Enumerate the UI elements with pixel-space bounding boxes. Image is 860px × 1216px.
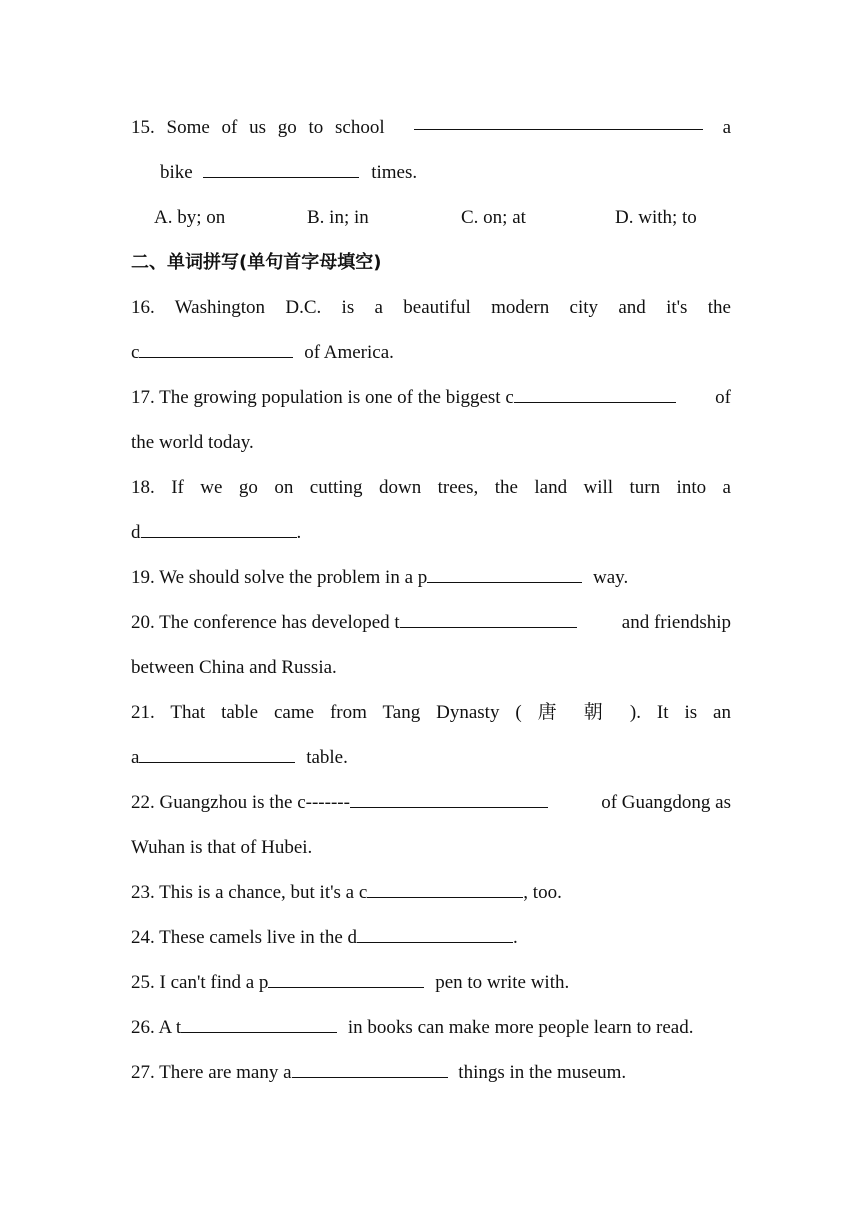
- question-21-blank[interactable]: [139, 746, 295, 763]
- question-19-suffix: way.: [588, 567, 629, 588]
- question-18-line-1: 18. If we go on cutting down trees, the land will turn into a: [131, 477, 731, 498]
- question-23-line: [131, 870, 731, 915]
- question-23-suffix: , too.: [523, 882, 562, 903]
- question-17-line-1: [131, 375, 731, 420]
- question-21-prefix: a: [131, 747, 140, 768]
- question-15-line-2: [160, 150, 760, 195]
- question-27-line: [131, 1050, 731, 1095]
- section-heading: 二、单词拼写(单句首字母填空): [131, 252, 382, 273]
- question-20-line-2: between China and Russia.: [131, 657, 337, 678]
- question-26-suffix: in books can make more people learn to read.: [343, 1017, 694, 1038]
- question-25-text: 25. I can't find a p: [131, 972, 269, 993]
- question-15-text-bike: bike: [160, 162, 193, 183]
- question-22-text: 22. Guangzhou is the c-------: [131, 792, 350, 813]
- question-17-blank[interactable]: [514, 386, 676, 403]
- question-24-suffix: .: [513, 927, 518, 948]
- question-16-blank[interactable]: [139, 341, 293, 358]
- question-18-line-2: [131, 510, 731, 555]
- question-19-line: [131, 555, 731, 600]
- question-18-blank[interactable]: [141, 521, 297, 538]
- question-24-text: 24. These camels live in the d: [131, 927, 358, 948]
- question-27-blank[interactable]: [292, 1061, 448, 1078]
- question-18-suffix: .: [296, 522, 302, 543]
- question-26-line: [131, 1005, 731, 1050]
- question-22-suffix: of Guangdong as: [601, 792, 731, 813]
- question-24-line: [131, 915, 731, 960]
- option-a[interactable]: A. by; on: [154, 207, 226, 228]
- question-16-suffix: of America.: [299, 342, 394, 363]
- question-27-suffix: things in the museum.: [453, 1062, 627, 1083]
- question-22-line-1: [131, 780, 731, 825]
- option-d[interactable]: D. with; to: [615, 207, 697, 228]
- question-25-line: [131, 960, 731, 1005]
- question-17-line-2: the world today.: [131, 432, 254, 453]
- question-21-suffix: table.: [301, 747, 348, 768]
- question-20-text: 20. The conference has developed t: [131, 612, 400, 633]
- option-c[interactable]: C. on; at: [461, 207, 526, 228]
- question-24-blank[interactable]: [357, 926, 513, 943]
- question-27-text: 27. There are many a: [131, 1062, 292, 1083]
- question-21-line-2: [131, 735, 731, 780]
- question-15-text-end: a: [722, 117, 731, 138]
- question-17-suffix: of: [715, 387, 731, 408]
- question-15-text-start: 15. Some of us go to school: [131, 117, 385, 138]
- question-15-line-1: [131, 105, 731, 150]
- question-15-blank-1[interactable]: [414, 113, 703, 130]
- question-17-text: 17. The growing population is one of the biggest c: [131, 387, 514, 408]
- question-20-blank[interactable]: [400, 611, 577, 628]
- question-15-blank-2[interactable]: [203, 161, 359, 178]
- question-25-suffix: pen to write with.: [430, 972, 570, 993]
- question-22-line-2: Wuhan is that of Hubei.: [131, 837, 313, 858]
- question-22-blank[interactable]: [350, 791, 548, 808]
- question-26-text: 26. A t: [131, 1017, 182, 1038]
- question-19-blank[interactable]: [427, 566, 582, 583]
- question-16-line-1: 16. Washington D.C. is a beautiful modern city and it's the: [131, 297, 731, 318]
- question-18-prefix: d: [131, 522, 141, 543]
- question-25-blank[interactable]: [268, 971, 424, 988]
- question-26-blank[interactable]: [181, 1016, 337, 1033]
- question-19-text: 19. We should solve the problem in a p: [131, 567, 428, 588]
- question-20-suffix: and friendship: [621, 612, 731, 633]
- question-23-text: 23. This is a chance, but it's a c: [131, 882, 368, 903]
- question-16-prefix: c: [131, 342, 140, 363]
- question-20-line-1: [131, 600, 731, 645]
- option-b[interactable]: B. in; in: [307, 207, 369, 228]
- question-21-line-1: 21. That table came from Tang Dynasty ( 唐 朝 ). It is an: [131, 702, 731, 723]
- question-15-options: [131, 195, 731, 240]
- question-16-line-2: [131, 330, 731, 375]
- question-23-blank[interactable]: [367, 881, 523, 898]
- question-15-text-times: times.: [371, 162, 418, 183]
